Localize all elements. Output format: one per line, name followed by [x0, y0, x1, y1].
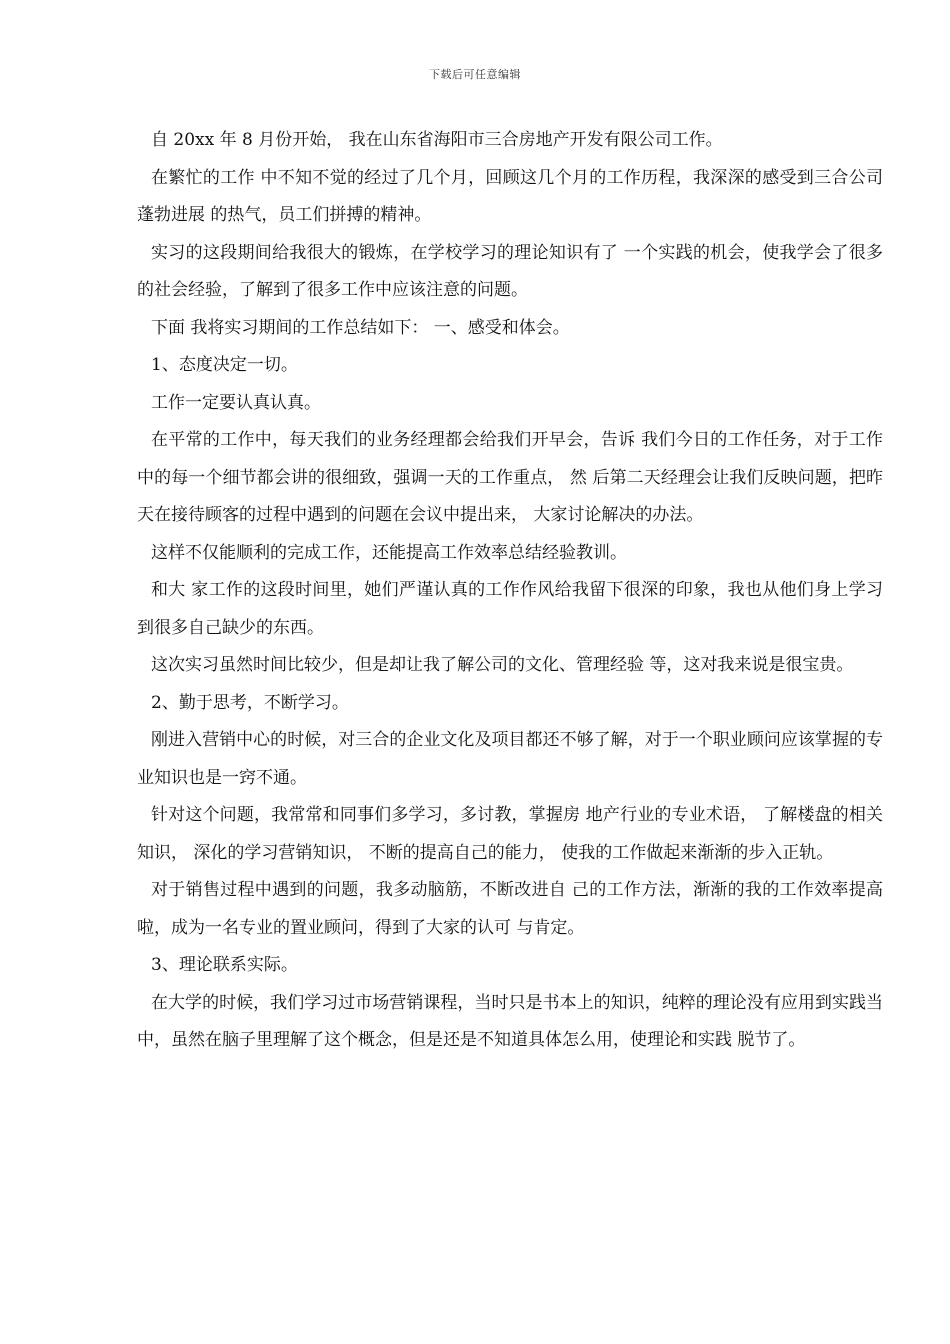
section-heading: 1、态度决定一切。 — [151, 355, 298, 375]
section-heading: 3、理论联系实际。 — [151, 955, 298, 975]
paragraph: 刚进入营销中心的时候，对三合的企业文化及项目都还不够了解，对于一个职业顾问应该掌握的专业知识也是一窍不通。 — [137, 730, 883, 788]
paragraph: 和大 家工作的这段时间里，她们严谨认真的工作作风给我留下很深的印象，我也从他们身上学习 到很多自己缺少的东西。 — [137, 580, 883, 638]
paragraph: 这样不仅能顺利的完成工作，还能提高工作效率总结经验教训。 — [151, 542, 627, 563]
paragraph: 工作一定要认真认真。 — [151, 392, 321, 413]
page-header-note: 下载后可任意编辑 — [429, 68, 521, 81]
paragraph: 在平常的工作中，每天我们的业务经理都会给我们开早会，告诉 我们今日的工作任务，对于工作中的每一个细节都会讲的很细致，强调一天的工作重点， 然 后第二天经理会让我们反映问题，把昨天在接待顾客的过程中遇到的问题在会议中提出来， 大家讨论解决的办法。 — [137, 430, 883, 525]
paragraph: 针对这个问题，我常常和同事们多学习，多讨教，掌握房 地产行业的专业术语， 了解楼盘的相关知识， 深化的学习营销知识， 不断的提高自己的能力， 使我的工作做起来渐渐的步入正轨。 — [137, 805, 883, 863]
paragraph: 下面 我将实习期间的工作总结如下： 一、感受和体会。 — [151, 317, 570, 338]
paragraph: 自 20xx 年 8 月份开始， 我在山东省海阳市三合房地产开发有限公司工作。 — [151, 130, 723, 150]
paragraph: 在大学的时候，我们学习过市场营销课程，当时只是书本上的知识，纯粹的理论没有应用到实践当中，虽然在脑子里理解了这个概念，但是还是不知道具体怎么用，使理论和实践 脱节了。 — [137, 992, 883, 1050]
paragraph: 对于销售过程中遇到的问题，我多动脑筋，不断改进自 己的工作方法，渐渐的我的工作效率提高啦，成为一名专业的置业顾问，得到了大家的认可 与肯定。 — [137, 880, 883, 938]
document-body — [137, 122, 883, 1060]
paragraph: 在繁忙的工作 中不知不觉的经过了几个月，回顾这几个月的工作历程，我深深的感受到三合公司蓬勃进展 的热气，员工们拼搏的精神。 — [137, 167, 883, 225]
paragraph: 实习的这段期间给我很大的锻炼，在学校学习的理论知识有了 一个实践的机会，使我学会了很多的社会经验，了解到了很多工作中应该注意的问题。 — [137, 242, 883, 300]
paragraph: 这次实习虽然时间比较少，但是却让我了解公司的文化、管理经验 等，这对我来说是很宝贵。 — [151, 655, 854, 675]
section-heading: 2、勤于思考，不断学习。 — [151, 692, 349, 713]
